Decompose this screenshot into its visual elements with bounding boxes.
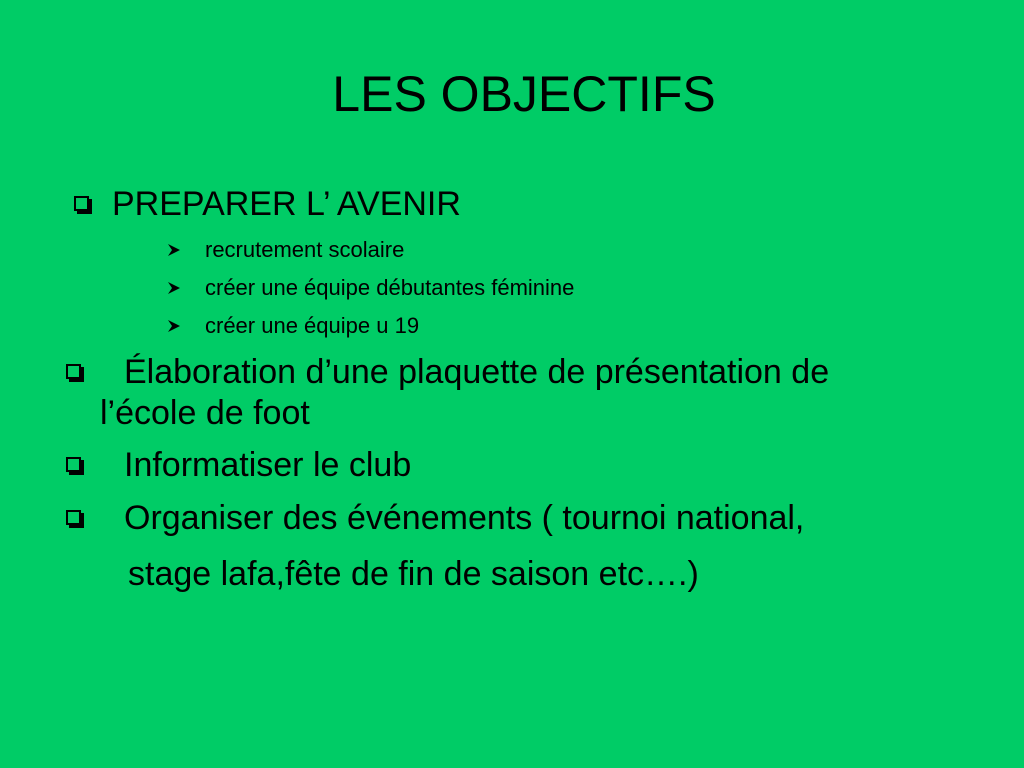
arrow-bullet-icon <box>166 242 182 258</box>
square-bullet-icon <box>74 196 89 211</box>
bullet-text-continuation: stage lafa,fête de fin de saison etc….) <box>128 555 699 593</box>
square-bullet-icon <box>66 510 81 525</box>
slide-title: LES OBJECTIFS <box>332 66 716 122</box>
sub-bullet-text: créer une équipe débutantes féminine <box>205 275 575 300</box>
bullet-text: Élaboration d’une plaquette de présentation de <box>124 353 830 391</box>
arrow-bullet-icon <box>166 318 182 334</box>
sub-bullet-text: créer une équipe u 19 <box>205 313 420 338</box>
bullet-text-continuation: l’école de foot <box>100 394 310 432</box>
square-bullet-icon <box>66 364 81 379</box>
bullet-text: Organiser des événements ( tournoi national, <box>124 499 805 537</box>
arrow-bullet-icon <box>166 280 182 296</box>
square-bullet-icon <box>66 457 81 472</box>
bullet-text: PREPARER L’ AVENIR <box>112 185 461 223</box>
sub-bullet-text: recrutement scolaire <box>205 237 405 262</box>
bullet-text: Informatiser le club <box>124 446 412 484</box>
